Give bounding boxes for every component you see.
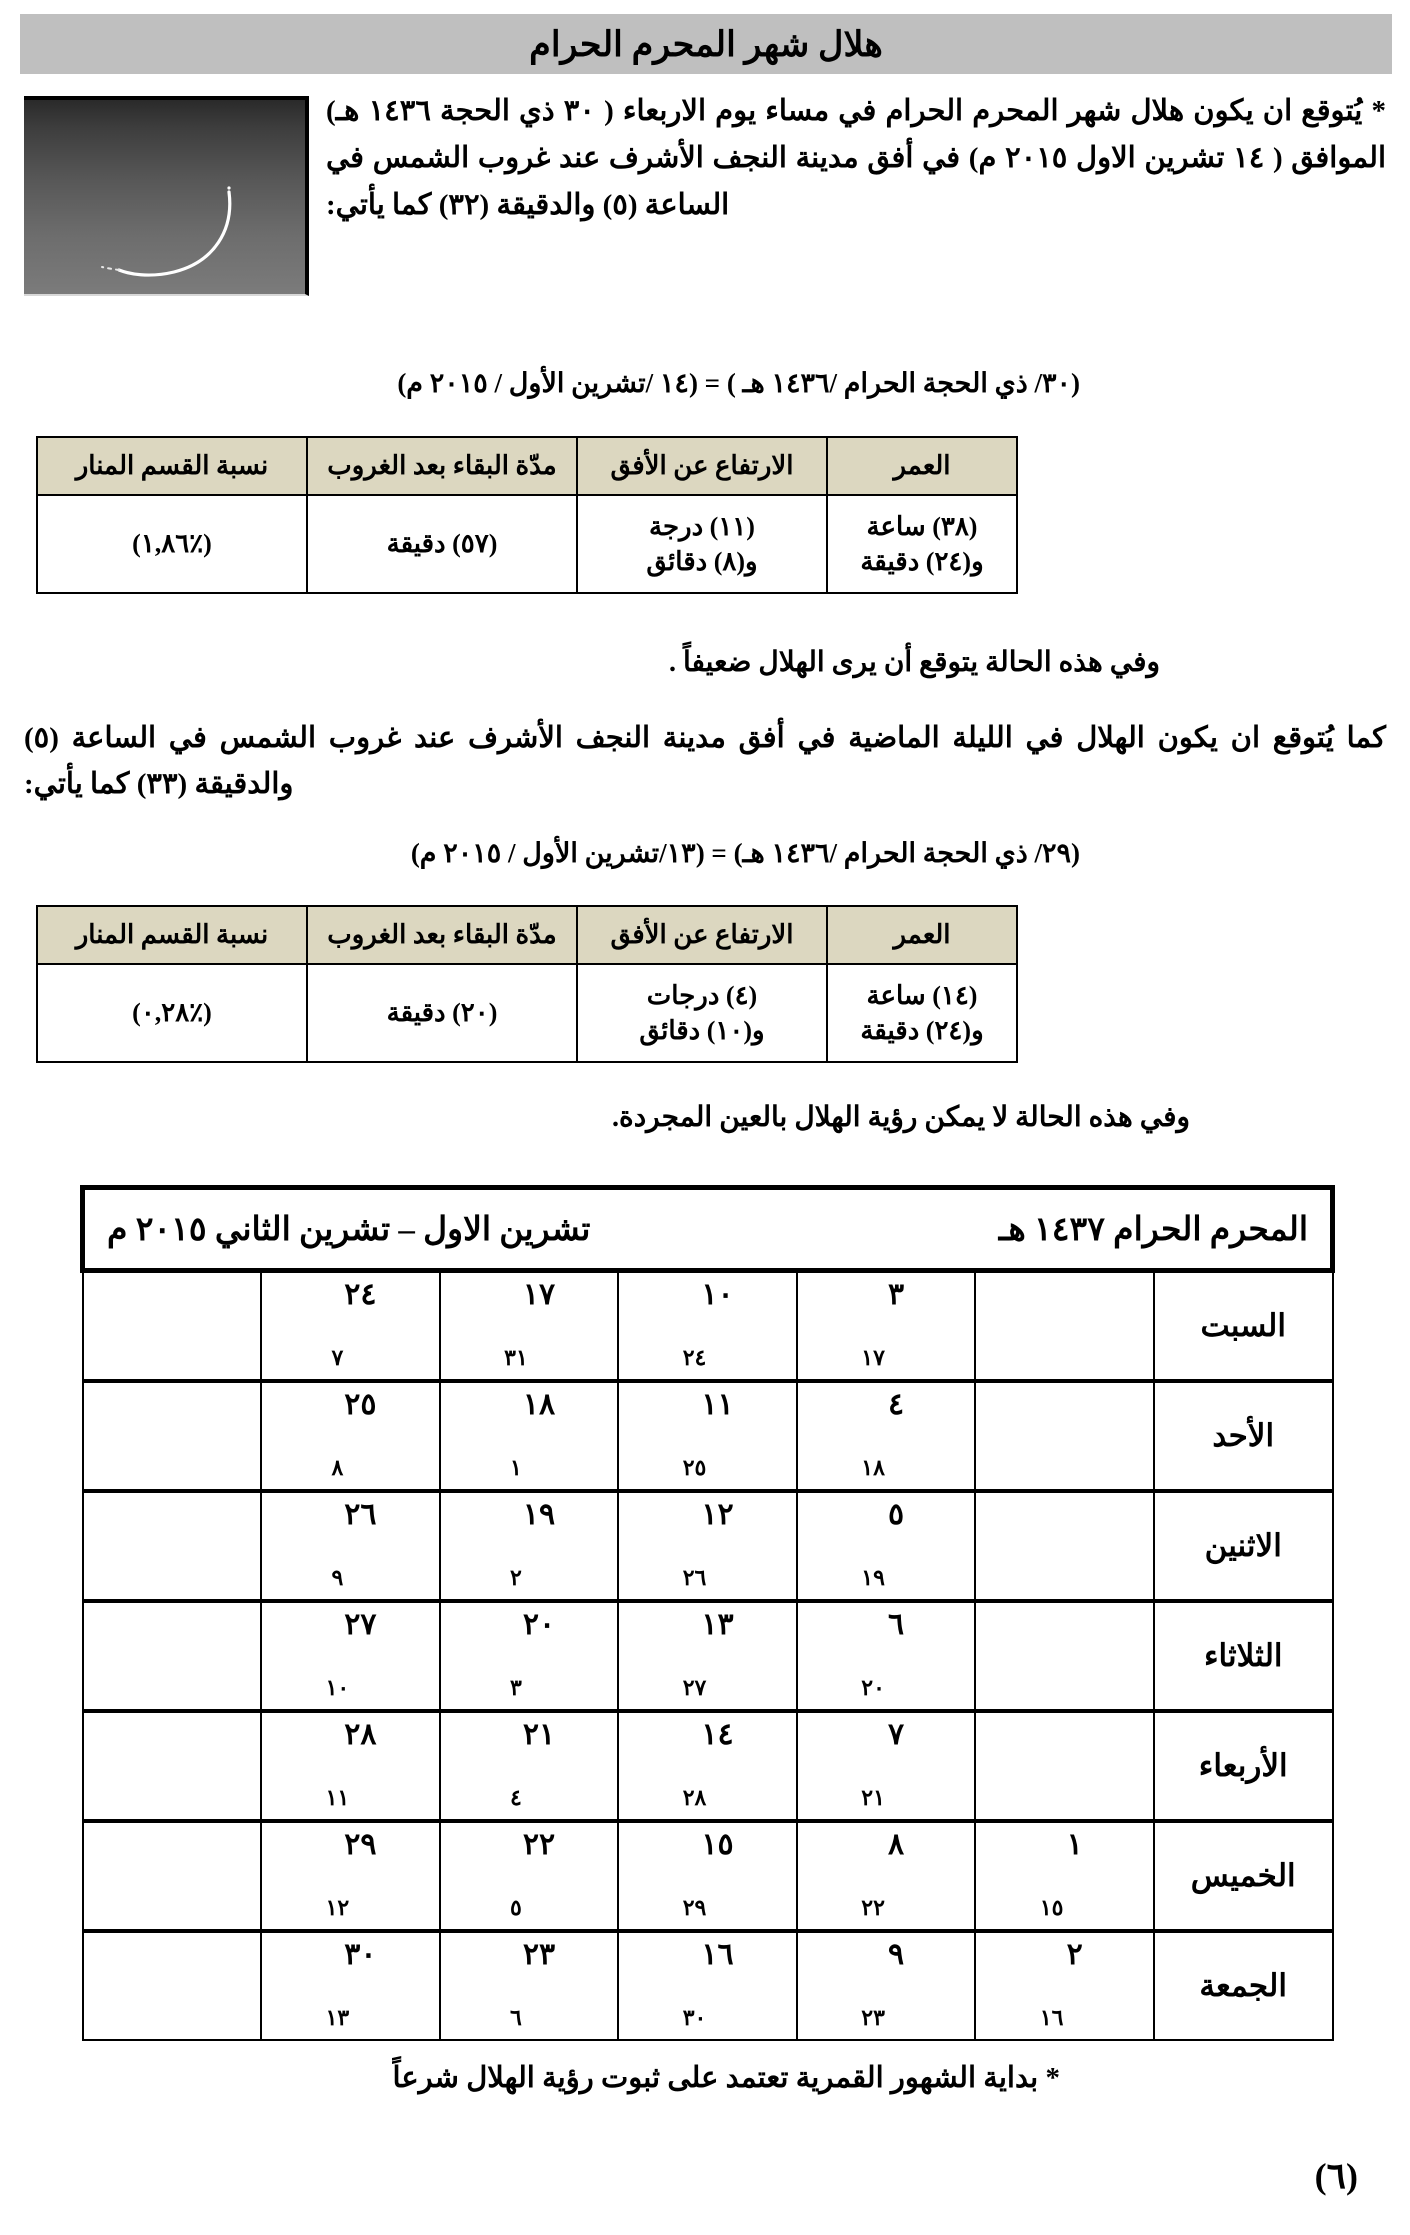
calendar-dayname-wednesday: الأربعاء (1154, 1711, 1333, 1821)
calendar-hijri-date: ٢ (1066, 1938, 1083, 1971)
calendar-gregorian-date: ١ (510, 1455, 522, 1480)
calendar-cell (261, 1601, 440, 1711)
cell-altitude (577, 964, 827, 1062)
calendar-gregorian-date: ٣ (510, 1675, 522, 1700)
calendar-gregorian-date: ٩ (331, 1565, 344, 1590)
intro-paragraph: * يُتوقع ان يكون هلال شهر المحرم الحرام في مساء يوم الاربعاء ( ٣٠ ذي الحجة ١٤٣٦ هـ) الموافق ( ١٤ تشرين الاول ٢٠١٥ م) في أفق مدينة النجف الأشرف عند غروب الشمس في الساعة (٥) والدقيقة (٣٢) كما يأتي: (326, 95, 1386, 221)
calendar-gregorian-date: ٢٥ (682, 1455, 707, 1480)
calendar-row-thursday (83, 1821, 1333, 1931)
calendar-gregorian-date: ٦ (510, 2005, 522, 2030)
calendar-cell (618, 1711, 797, 1821)
calendar-cell (618, 1381, 797, 1491)
calendar-title-cell (83, 1188, 1333, 1271)
calendar-cell-empty (83, 1711, 262, 1821)
calendar-cell (975, 1821, 1154, 1931)
calendar-cell (975, 1491, 1154, 1601)
calendar-hijri-date: ٢٦ (344, 1498, 377, 1531)
calendar-cell-empty (83, 1601, 262, 1711)
calendar-gregorian-date: ٢٤ (682, 1345, 707, 1370)
calendar-cell (440, 1711, 619, 1821)
calendar-hijri-date: ٢٣ (522, 1938, 556, 1971)
calendar-cell (440, 1491, 619, 1601)
calendar-cell (261, 1711, 440, 1821)
calendar-hijri-date: ١ (1066, 1828, 1083, 1861)
calendar-gregorian-date: ٢١ (861, 1785, 885, 1810)
header-illumination: نسبة القسم المنار (37, 906, 307, 964)
footer-note: * بداية الشهور القمرية تعتمد على ثبوت رؤية الهلال شرعاً (392, 2062, 1060, 2094)
calendar-table (80, 1185, 1335, 2041)
calendar-gregorian-date: ٢٨ (682, 1785, 707, 1810)
calendar-gregorian-date: ٢٠ (861, 1675, 885, 1700)
page-header-banner (20, 14, 1392, 74)
cell-illumination: (٪٠,٢٨) (37, 964, 307, 1062)
cell-altitude-degrees: (٤) درجات (646, 980, 758, 1010)
calendar-cell (975, 1711, 1154, 1821)
header-stay: مدّة البقاء بعد الغروب (307, 906, 577, 964)
cell-age-minutes: و(٢٤) دقيقة (860, 1016, 984, 1045)
calendar-row-tuesday (83, 1601, 1333, 1711)
calendar-hijri-date: ١١ (701, 1388, 734, 1421)
calendar-gregorian-date: ٢٢ (861, 1895, 885, 1920)
calendar-hijri-date: ٢٠ (522, 1608, 556, 1641)
calendar-cell (975, 1601, 1154, 1711)
cell-altitude-minutes: و(١٠) دقائق (639, 1016, 765, 1045)
calendar-dayname-friday: الجمعة (1154, 1931, 1333, 2040)
calendar-gregorian-date: ٢٧ (682, 1675, 707, 1700)
calendar-cell (261, 1381, 440, 1491)
calendar-hijri-date: ١٦ (701, 1938, 734, 1971)
calendar-gregorian-date: ٢٩ (682, 1895, 707, 1920)
calendar-gregorian-date: ٣١ (504, 1345, 528, 1370)
calendar-cell (618, 1601, 797, 1711)
cell-age (827, 495, 1017, 593)
cell-stay: (٢٠) دقيقة (307, 964, 577, 1062)
crescent-moon-photo (24, 96, 309, 296)
calendar-gregorian-date: ٤ (510, 1785, 522, 1810)
calendar-hijri-date: ٨ (888, 1828, 905, 1861)
calendar-cell (975, 1271, 1154, 1382)
calendar-hijri-date: ٤ (888, 1388, 905, 1421)
calendar-gregorian-date: ٥ (510, 1895, 522, 1920)
calendar-cell (975, 1381, 1154, 1491)
calendar-cell (261, 1491, 440, 1601)
calendar-gregorian-date: ٨ (331, 1455, 344, 1480)
calendar-cell (440, 1601, 619, 1711)
calendar-hijri-date: ٢٩ (344, 1828, 377, 1861)
calendar-cell (261, 1931, 440, 2040)
calendar-cell (440, 1821, 619, 1931)
calendar-gregorian-date: ٢٦ (682, 1565, 707, 1590)
calendar-cell (797, 1601, 976, 1711)
calendar-row-sunday (83, 1381, 1333, 1491)
calendar-gregorian-date: ١١ (325, 1785, 350, 1810)
note-second-visibility: وفي هذه الحالة لا يمكن رؤية الهلال بالعين المجردة. (612, 1102, 1190, 1133)
header-altitude: الارتفاع عن الأفق (577, 437, 827, 495)
table-header-row (37, 437, 1017, 495)
page-number: (٦) (1314, 2156, 1358, 2196)
table-header-row (37, 906, 1017, 964)
calendar-gregorian-date: ١٦ (1039, 2005, 1064, 2030)
calendar-hijri-date: ١٥ (701, 1828, 734, 1861)
calendar-hijri-date: ١٤ (701, 1718, 734, 1751)
calendar-cell-empty (83, 1271, 262, 1382)
cell-altitude-degrees: (١١) درجة (649, 511, 755, 541)
calendar-hijri-date: ٣٠ (344, 1938, 377, 1971)
calendar-hijri-date: ٦ (888, 1608, 905, 1641)
calendar-hijri-date: ٧ (888, 1718, 905, 1751)
calendar-cell-empty (83, 1821, 262, 1931)
hilal-data-table-first-night (36, 436, 1018, 594)
calendar-hijri-date: ١٠ (701, 1278, 734, 1311)
cell-age (827, 964, 1017, 1062)
calendar-gregorian-date: ٢٣ (861, 2005, 885, 2030)
calendar-gregorian-date: ١٩ (861, 1565, 885, 1590)
calendar-cell (797, 1491, 976, 1601)
calendar-gregorian-date: ٢ (510, 1565, 522, 1590)
calendar-cell (975, 1931, 1154, 2040)
calendar-cell (797, 1931, 976, 2040)
calendar-hijri-date: ٥ (888, 1498, 905, 1531)
calendar-cell (618, 1931, 797, 2040)
cell-stay: (٥٧) دقيقة (307, 495, 577, 593)
cell-altitude (577, 495, 827, 593)
calendar-hijri-date: ٢١ (522, 1718, 556, 1751)
calendar-cell-empty (83, 1381, 262, 1491)
calendar-cell (797, 1821, 976, 1931)
calendar-cell (618, 1271, 797, 1382)
calendar-row-wednesday (83, 1711, 1333, 1821)
table-row (37, 495, 1017, 593)
calendar-gregorian-date: ٣٠ (682, 2005, 707, 2030)
calendar-row-monday (83, 1491, 1333, 1601)
calendar-hijri-date: ٢٢ (522, 1828, 556, 1861)
calendar-hijri-date: ٩ (888, 1938, 905, 1971)
calendar-dayname-sunday: الأحد (1154, 1381, 1333, 1491)
calendar-hijri-date: ٢٧ (344, 1608, 377, 1641)
calendar-row-saturday (83, 1271, 1333, 1382)
calendar-cell (440, 1931, 619, 2040)
cell-age-hours: (١٤) ساعة (866, 980, 978, 1010)
calendar-hijri-date: ٣ (888, 1278, 905, 1311)
calendar-hijri-date: ١٣ (701, 1608, 734, 1641)
second-paragraph: كما يُتوقع ان يكون الهلال في الليلة الماضية في أفق مدينة النجف الأشرف عند غروب الشمس في الساعة (٥) والدقيقة (٣٣) كما يأتي: (24, 722, 1386, 801)
calendar-hijri-date: ١٧ (522, 1278, 556, 1311)
calendar-dayname-tuesday: الثلاثاء (1154, 1601, 1333, 1711)
date-caption-first: (٣٠/ ذي الحجة الحرام /١٤٣٦ هـ ) = (١٤ /تشرين الأول / ٢٠١٥ م) (397, 368, 1080, 398)
table-row (37, 964, 1017, 1062)
calendar-cell-empty (83, 1491, 262, 1601)
calendar-title-gregorian: تشرين الاول – تشرين الثاني ٢٠١٥ م (107, 1212, 591, 1248)
calendar-cell (618, 1821, 797, 1931)
page-title: هلال شهر المحرم الحرام (529, 24, 883, 64)
calendar-dayname-monday: الاثنين (1154, 1491, 1333, 1601)
calendar-hijri-date: ٢٨ (344, 1718, 377, 1751)
calendar-dayname-thursday: الخميس (1154, 1821, 1333, 1931)
calendar-cell (261, 1821, 440, 1931)
calendar-hijri-date: ١٨ (522, 1388, 556, 1421)
calendar-cell-empty (83, 1931, 262, 2040)
calendar-dayname-saturday: السبت (1154, 1271, 1333, 1382)
calendar-hijri-date: ٢٥ (344, 1388, 377, 1421)
header-stay: مدّة البقاء بعد الغروب (307, 437, 577, 495)
calendar-cell (440, 1381, 619, 1491)
cell-age-hours: (٣٨) ساعة (866, 511, 978, 541)
calendar-gregorian-date: ١٥ (1039, 1895, 1064, 1920)
calendar-gregorian-date: ١٨ (861, 1455, 885, 1480)
calendar-gregorian-date: ١٠ (325, 1675, 350, 1700)
monthly-calendar (80, 1185, 1335, 2041)
cell-illumination: (٪١,٨٦) (37, 495, 307, 593)
calendar-cell (797, 1711, 976, 1821)
calendar-cell (440, 1271, 619, 1382)
calendar-hijri-date: ٢٤ (344, 1278, 377, 1311)
calendar-cell (618, 1491, 797, 1601)
calendar-cell (797, 1271, 976, 1382)
calendar-gregorian-date: ١٢ (325, 1895, 350, 1920)
header-illumination: نسبة القسم المنار (37, 437, 307, 495)
calendar-row-friday (83, 1931, 1333, 2040)
header-altitude: الارتفاع عن الأفق (577, 906, 827, 964)
header-age: العمر (827, 437, 1017, 495)
calendar-hijri-date: ١٢ (701, 1498, 734, 1531)
calendar-title-row (83, 1188, 1333, 1271)
header-age: العمر (827, 906, 1017, 964)
hilal-data-table-previous-night (36, 905, 1018, 1063)
cell-altitude-minutes: و(٨) دقائق (646, 547, 758, 576)
calendar-gregorian-date: ٧ (331, 1345, 344, 1370)
calendar-cell (797, 1381, 976, 1491)
calendar-title-hijri: المحرم الحرام ١٤٣٧ هـ (998, 1212, 1308, 1248)
calendar-cell (261, 1271, 440, 1382)
note-first-visibility: وفي هذه الحالة يتوقع أن يرى الهلال ضعيفاً . (668, 647, 1160, 678)
cell-age-minutes: و(٢٤) دقيقة (860, 547, 984, 576)
crescent-moon-icon (24, 100, 309, 296)
calendar-gregorian-date: ١٧ (861, 1345, 885, 1370)
calendar-hijri-date: ١٩ (522, 1498, 556, 1531)
calendar-gregorian-date: ١٣ (325, 2005, 350, 2030)
date-caption-second: (٢٩/ ذي الحجة الحرام /١٤٣٦ هـ) = (١٣/تشرين الأول / ٢٠١٥ م) (410, 838, 1080, 868)
